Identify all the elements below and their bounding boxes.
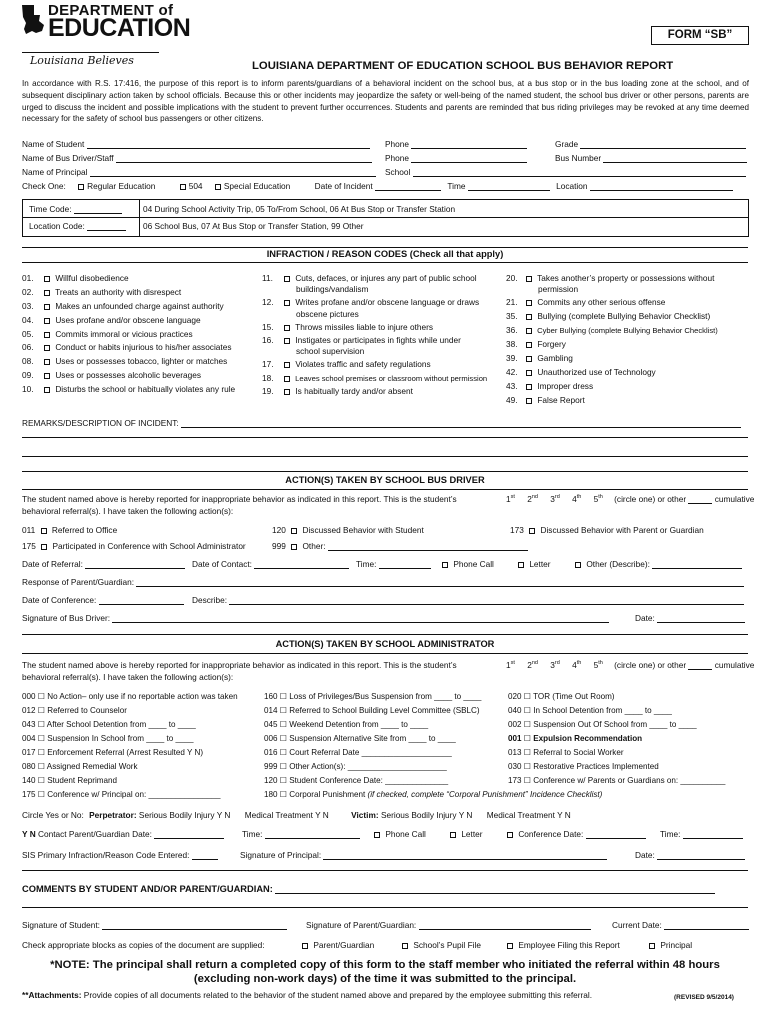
page-title: LOUISIANA DEPARTMENT OF EDUCATION SCHOOL BUS BEHAVIOR REPORT	[252, 60, 674, 72]
infraction-col1	[22, 273, 235, 398]
infraction-item[interactable]: 49. False Report	[506, 394, 585, 405]
copies-label: Check appropriate blocks as copies of the document are supplied:	[22, 940, 265, 950]
comments-field[interactable]: COMMENTS BY STUDENT AND/OR PARENT/GUARDIAN:	[22, 884, 715, 896]
principal-date-field[interactable]: Date:	[635, 850, 745, 860]
victim-medical-yn[interactable]: Medical Treatment Y N	[486, 810, 571, 820]
copy-employee-checkbox[interactable]: Employee Filing this Report	[507, 940, 620, 950]
driver-statement: The student named above is hereby reported for inappropriate behavior as indicated in this report. This is the student’s	[22, 494, 457, 504]
admin-action[interactable]: 080 ☐ Assigned Remedial Work	[22, 762, 138, 771]
driver-name-field[interactable]: Name of Bus Driver/Staff	[22, 153, 372, 163]
infraction-item[interactable]: 17. Violates traffic and safety regulations	[262, 359, 431, 370]
infraction-item[interactable]: 39. Gambling	[506, 352, 573, 363]
date-incident-field[interactable]: Date of Incident	[315, 181, 441, 191]
infraction-item[interactable]: 08. Uses or possesses tobacco, lighter or matches	[22, 356, 228, 367]
logo-tagline: Louisiana Believes	[30, 54, 134, 67]
infraction-col3: 20. Takes another’s property or possessions without permission 21. Commits any other serious offense 35. Bullying (complete Bullying Behavior Checklist) 36. Cyber Bullying (complete Bullying Behavior Checklist) 38. Forgery 39. Gambling 42. Unauthorized use of Technology 43. Improper dress 49. False Report	[506, 273, 718, 405]
school-field[interactable]: School	[385, 167, 746, 177]
date-referral-field[interactable]: Date of Referral:	[22, 559, 185, 569]
infraction-item[interactable]: 38. Forgery	[506, 339, 566, 350]
victim-injury-yn[interactable]: Serious Bodily Injury Y N	[380, 810, 473, 820]
referral-ordinal[interactable]: 1st 2nd 3rd 4th 5th (circle one) or other cumulative	[506, 494, 755, 504]
infraction-col2: 11. Cuts, defaces, or injures any part of public school buildings/vandalism 12. Writes profane and/or obscene language or draws obscene pictures 15. Throws missiles liable to injure others 16. Instigates or participates in fights while under school supervision 17. Violates traffic and safety regulations 18. Leaves school premises or classroom without permission 19. Is habitually tardy and/or absent	[262, 273, 488, 396]
copy-pupil-file-checkbox[interactable]: School’s Pupil File	[402, 940, 481, 950]
admin-action[interactable]: 175 ☐ Conference w/ Principal on: ________________	[22, 790, 221, 799]
student-name-field[interactable]: Name of Student	[22, 139, 370, 149]
phone-field[interactable]: Phone	[385, 139, 527, 149]
special-education-checkbox[interactable]: Special Education	[215, 181, 290, 191]
remarks-field[interactable]: REMARKS/DESCRIPTION OF INCIDENT:	[22, 418, 741, 428]
admin-action[interactable]: 013 ☐ Referral to Social Worker	[508, 748, 624, 757]
admin-action[interactable]: 004 ☐ Suspension In School from ____ to ____	[22, 734, 194, 743]
admin-action[interactable]: 000 ☐ No Action– only use if no reportable action was taken	[22, 692, 238, 701]
admin-action[interactable]: 030 ☐ Restorative Practices Implemented	[508, 762, 659, 771]
admin-action[interactable]: 006 ☐ Suspension Alternative Site from ____ to ____	[264, 734, 456, 743]
admin-action[interactable]: 040 ☐ In School Detention from ____ to ____	[508, 706, 672, 715]
infraction-item[interactable]: 21. Commits any other serious offense	[506, 297, 666, 308]
conference-date-field[interactable]: Conference Date:	[507, 829, 646, 839]
parent-response-field[interactable]: Response of Parent/Guardian:	[22, 577, 744, 587]
letter-checkbox[interactable]: Letter	[518, 559, 551, 569]
infraction-item[interactable]: 11. Cuts, defaces, or injures any part of public school	[262, 273, 477, 283]
louisiana-state-icon	[20, 3, 46, 37]
location-codes-list: 06 School Bus, 07 At Bus Stop or Transfer Station, 99 Other	[143, 221, 364, 231]
infraction-item[interactable]: 04. Uses profane and/or obscene language	[22, 314, 201, 325]
admin-action[interactable]: 020 ☐ TOR (Time Out Room)	[508, 692, 615, 701]
other-describe-field[interactable]: Other (Describe):	[575, 559, 742, 569]
infraction-item[interactable]: 02. Treats an authority with disrespect	[22, 286, 182, 297]
infraction-item[interactable]: 09. Uses or possesses alcoholic beverages	[22, 370, 202, 381]
infraction-item[interactable]: 12. Writes profane and/or obscene language or draws	[262, 297, 480, 308]
date-conference-field[interactable]: Date of Conference:	[22, 595, 184, 605]
grade-field[interactable]: Grade	[555, 139, 746, 149]
contact-time-field[interactable]: Time:	[242, 829, 360, 839]
infraction-item[interactable]: 42. Unauthorized use of Technology	[506, 366, 656, 377]
perpetrator-medical-yn[interactable]: Medical Treatment Y N	[244, 810, 329, 820]
revised-date: (REVISED 9/5/2014)	[674, 994, 734, 1001]
infraction-item[interactable]: 01. Willful disobedience	[22, 273, 129, 283]
check-one-row: Check One: Regular Education 504 Special Education Date of Incident Time Location	[22, 181, 733, 191]
copy-parent-checkbox[interactable]: Parent/Guardian	[302, 940, 374, 950]
conference-time-field[interactable]: Time:	[660, 829, 743, 839]
driver-heading: ACTION(S) TAKEN BY SCHOOL BUS DRIVER	[285, 475, 485, 485]
admin-action[interactable]: 999 ☐ Other Action(s): ______________________	[264, 762, 447, 771]
phone-call-checkbox[interactable]: Phone Call	[442, 559, 494, 569]
admin-heading: ACTION(S) TAKEN BY SCHOOL ADMINISTRATOR	[275, 639, 495, 649]
admin-referral-ordinal[interactable]: 1st 2nd 3rd 4th 5th (circle one) or other cumulative	[506, 660, 755, 670]
codes-box	[22, 199, 749, 237]
copy-principal-checkbox[interactable]: Principal	[649, 940, 692, 950]
admin-action[interactable]: 045 ☐ Weekend Detention from ____ to ____	[264, 720, 429, 729]
date-contact-field[interactable]: Date of Contact:	[192, 559, 349, 569]
action-999-checkbox[interactable]: 999 Other:	[272, 541, 528, 551]
infraction-item[interactable]: 10. Disturbs the school or habitually violates any rule	[22, 384, 236, 395]
injury-row: Circle Yes or No: Perpetrator: Serious Bodily Injury Y N Medical Treatment Y N Victim: Serious Bodily Injury Y N Medical Treatment Y N	[22, 810, 571, 820]
attachments-note: **Attachments: Provide copies of all documents related to the behavior of the student named above and prepared by the employee submitting this referral.	[22, 990, 593, 1000]
admin-action[interactable]: 012 ☐ Referred to Counselor	[22, 706, 127, 715]
action-011-checkbox[interactable]: 011 Referred to Office	[22, 525, 118, 535]
infraction-item[interactable]: 35. Bullying (complete Bullying Behavior Checklist)	[506, 311, 711, 322]
action-120-checkbox[interactable]: 120 Discussed Behavior with Student	[272, 525, 424, 535]
infraction-item[interactable]: 43. Improper dress	[506, 380, 594, 391]
logo-dept: DEPARTMENT of	[48, 2, 174, 19]
current-date-field[interactable]: Current Date:	[612, 920, 749, 930]
logo-education: EDUCATION	[48, 14, 191, 42]
infraction-item[interactable]: 15. Throws missiles liable to injure others	[262, 321, 434, 332]
infraction-item[interactable]: 03. Makes an unfounded charge against authority	[22, 300, 224, 311]
admin-action[interactable]: 001 ☐ Expulsion Recommendation	[508, 734, 643, 743]
admin-statement: The student named above is hereby reported for inappropriate behavior as indicated in this report. This is the student’s	[22, 660, 457, 670]
admin-action[interactable]: 014 ☐ Referred to School Building Level Committee (SBLC)	[264, 706, 480, 715]
504-checkbox[interactable]: 504	[180, 181, 203, 191]
location-field[interactable]: Location	[556, 181, 733, 191]
perpetrator-injury-yn[interactable]: Serious Bodily Injury Y N	[138, 810, 231, 820]
admin-action[interactable]: 120 ☐ Student Conference Date: ______________	[264, 776, 449, 785]
contact-parent-field[interactable]: Y N Contact Parent/Guardian Date:	[22, 829, 224, 839]
principal-signature-field[interactable]: Signature of Principal:	[240, 850, 607, 860]
admin-action[interactable]: 017 ☐ Enforcement Referral (Arrest Resulted Y N)	[22, 748, 204, 757]
form-id: FORM “SB”	[651, 26, 749, 45]
infraction-item[interactable]: 05. Commits immoral or vicious practices	[22, 328, 193, 339]
admin-action[interactable]: 173 ☐ Conference w/ Parents or Guardians on: __________	[508, 776, 726, 785]
admin-action[interactable]: 140 ☐ Student Reprimand	[22, 776, 117, 785]
infraction-item[interactable]: 36. Cyber Bullying (complete Bullying Behavior Checklist)	[506, 325, 718, 336]
letter-checkbox[interactable]: Letter	[450, 829, 483, 839]
admin-col1	[22, 690, 238, 802]
bus-number-field[interactable]: Bus Number	[555, 153, 747, 163]
parent-signature-field[interactable]: Signature of Parent/Guardian:	[306, 920, 591, 930]
admin-action[interactable]: 160 ☐ Loss of Privileges/Bus Suspension from ____ to ____	[264, 692, 482, 701]
intro-text: In accordance with R.S. 17:416, the purpose of this report is to inform parents/guardians of a behavioral incident on the school bus, at a bus stop or in the bus loading zone at the school, and of subsequent disciplinary action taken by school officials. Because this or other incidents may jeopardize the safety or well-being of the named student, the school bus driver or other persons, parents are urged to discuss the incident and possible implications with the student to prevent further occurrences. Students and parents are reminded that bus riding privileges may be revoked at any time deemed necessary for the safety of school bus passengers or other citizens.	[22, 79, 749, 124]
time-code-field[interactable]: Time Code:	[29, 204, 122, 214]
infraction-item[interactable]: 19. Is habitually tardy and/or absent	[262, 385, 413, 396]
admin-action[interactable]: 002 ☐ Suspension Out Of School from ____ to ____	[508, 720, 697, 729]
regular-education-checkbox[interactable]: Regular Education	[78, 181, 155, 191]
action-173-checkbox[interactable]: 173 Discussed Behavior with Parent or Guardian	[510, 525, 704, 535]
infraction-item[interactable]: 20. Takes another’s property or possessions without	[506, 273, 715, 283]
infraction-item[interactable]: 18. Leaves school premises or classroom without permission	[262, 372, 488, 383]
location-code-field[interactable]: Location Code:	[29, 221, 126, 231]
time-field[interactable]: Time	[447, 181, 549, 191]
admin-action[interactable]: 043 ☐ After School Detention from ____ to ____	[22, 720, 196, 729]
driver-signature-field[interactable]: Signature of Bus Driver:	[22, 613, 609, 623]
admin-action[interactable]: 180 ☐ Corporal Punishment (if checked, complete “Corporal Punishment” Incidence Checklist)	[264, 790, 603, 799]
infraction-item[interactable]: 06. Conduct or habits injurious to his/her associates	[22, 342, 232, 353]
infraction-item[interactable]: 16. Instigates or participates in fights while under	[262, 335, 461, 346]
describe-field[interactable]: Describe:	[192, 595, 744, 605]
phone-field-2[interactable]: Phone	[385, 153, 527, 163]
phone-call-checkbox[interactable]: Phone Call	[374, 829, 426, 839]
principal-name-field[interactable]: Name of Principal	[22, 167, 376, 177]
admin-action[interactable]: 016 ☐ Court Referral Date ____________________	[264, 748, 452, 757]
student-signature-field[interactable]: Signature of Student:	[22, 920, 287, 930]
time-codes-list: 04 During School Activity Trip, 05 To/From School, 06 At Bus Stop or Transfer Station	[143, 204, 456, 214]
sis-code-field[interactable]: SIS Primary Infraction/Reason Code Entered:	[22, 850, 218, 860]
driver-date-field[interactable]: Date:	[635, 613, 745, 623]
principal-note: *NOTE: The principal shall return a completed copy of this form to the staff member who initiated the referral within 48 hours (excluding non-work days) of the time it was submitted to the principal.	[50, 959, 720, 985]
infraction-heading: INFRACTION / REASON CODES (Check all that apply)	[266, 249, 504, 259]
time-field[interactable]: Time:	[356, 559, 431, 569]
action-175-checkbox[interactable]: 175 Participated in Conference with School Administrator	[22, 541, 246, 551]
admin-col3	[508, 690, 725, 788]
